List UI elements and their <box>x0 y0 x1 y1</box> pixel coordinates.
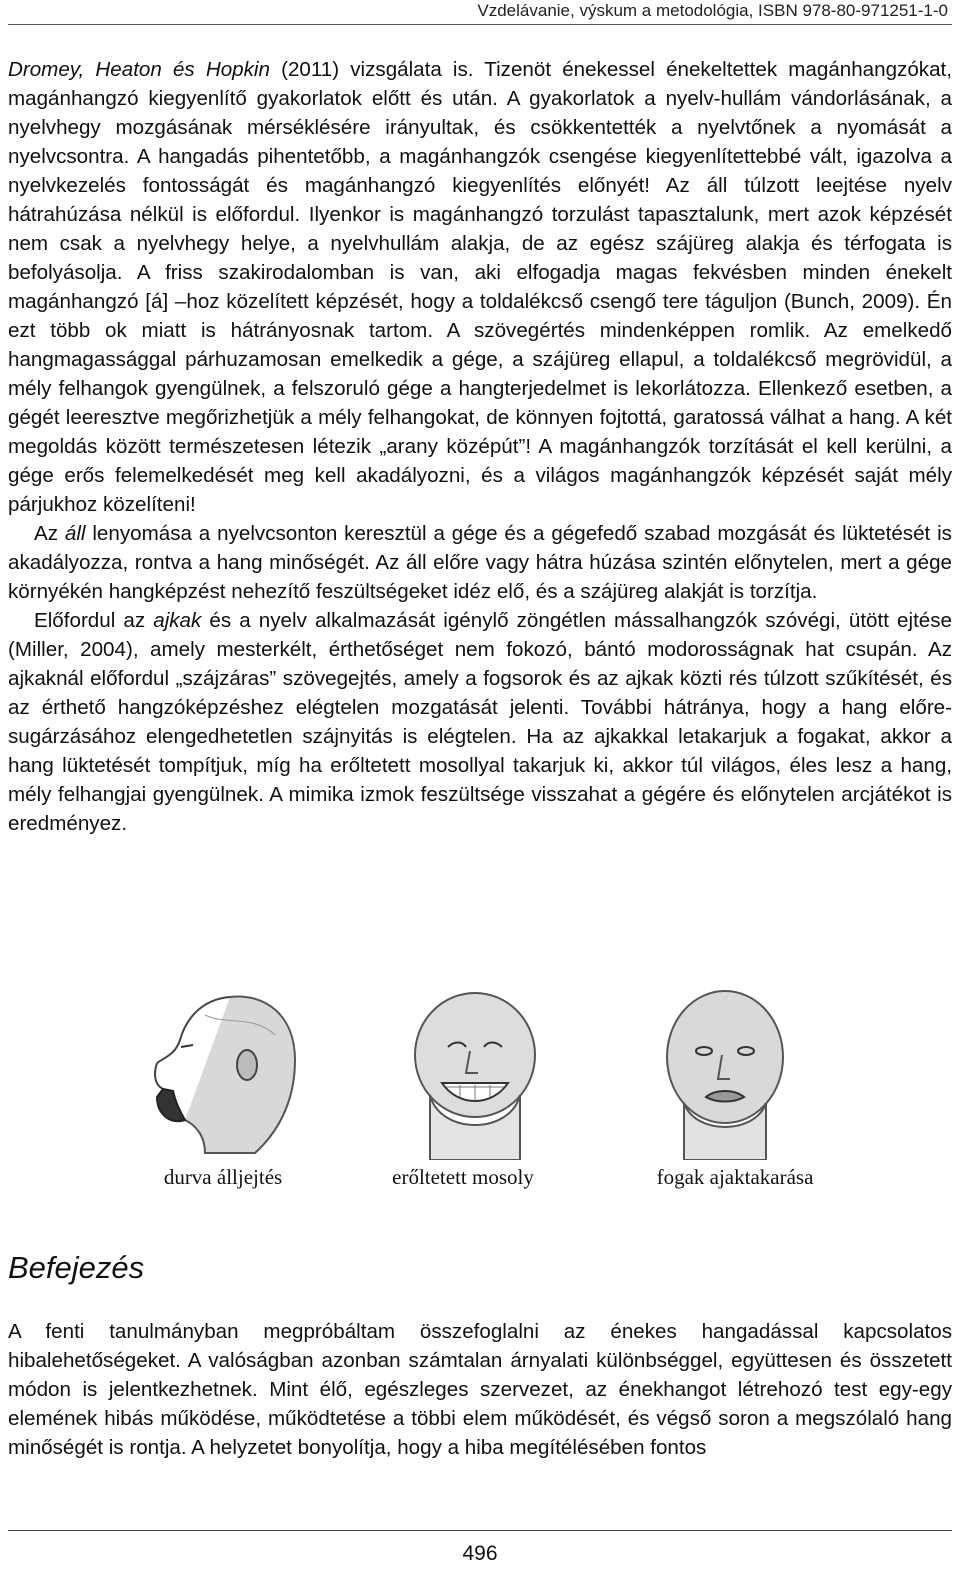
paragraph-3-lead: Előfordul az <box>34 609 154 632</box>
forced-smile-face-drawing <box>390 985 570 1160</box>
caption-3: fogak ajaktakarása <box>656 1165 814 1189</box>
running-header: Vzdelávanie, výskum a metodológia, ISBN 978-80-971251-1-0 <box>477 1 948 20</box>
caption-1: durva álljejtés <box>163 1165 283 1189</box>
lips-covering-teeth-face-drawing <box>640 985 820 1160</box>
paragraph-3-text: és a nyelv alkalmazását igénylő zöngétlen mássalhangzók szóvégi, ütött ejtése (Miller, 2004), amely mesterkélt, érthetőséget nem fokozó, bántó modorosságnak hat csupán. Az ajkaknál előfordul „szájzáras” szövegejtés, amely a fogsorok és az ajkak közti rés túlzott szűkítését, és az érthető hangzóképzéshez elégtelen mozgatását jelenti. További hátránya, hogy a hang előre-sugárzásához elengedhetetlen szájnyitás is elégtelen. Ha az ajkakkal letakarjuk a fogakat, akkor a hang lüktetését tompítjuk, míg ha erőltetett mosollyal takarjuk ki, akkor túl világos, éles lesz a hang, mély felhangjai gyengülnek. A mimika izmok feszültsége visszahat a gégére és előnytelen arcjátékot is eredményez. <box>8 609 952 835</box>
section-title: Befejezés <box>8 1250 145 1285</box>
paragraph-3-emphasis: ajkak <box>153 609 202 632</box>
yawning-profile-face-drawing <box>135 985 315 1160</box>
cited-authors: Dromey, Heaton és Hopkin <box>8 58 270 81</box>
paragraph-1 <box>8 55 952 519</box>
paragraph-2-lead: Az <box>34 522 65 545</box>
paragraph-1-text: (2011) vizsgálata is. Tizenöt énekessel énekeltettek magánhangzókat, magánhangzó kiegyenlítő gyakorlatok előtt és után. A gyakorlatok a nyelv-hullám vándorlásának, a nyelvhegy mozgásának mérséklésére irányultak, és csökkentették a nyelvtőnek a nyomását a nyelvcsontra. A hangadás pihentetőbb, a magánhangzók csengése kiegyenlítettebbé vált, igazolva a nyelvkezelés fontosságát és magánhangzó kiegyenlítés előnyét! Az áll túlzott leejtése nyelv hátrahúzása nélkül is előfordul. Ilyenkor is magánhangzó torzulást tapasztalunk, mert azok képzését nem csak a nyelvhegy helye, a nyelvhullám alakja, de az egész szájüreg alakja és térfogata is befolyásolja. A friss szakirodalomban is van, aki elfogadja magas fekvésben minden énekelt magánhangzó [á] –hoz közelített képzését, hogy a toldalékcső csengő tere táguljon (Bunch, 2009). Én ezt több ok miatt is hátrányosnak tartom. A szövegértés mindenképpen romlik. Az emelkedő hangmagassággal párhuzamosan emelkedik a gége, a szájüreg ellapul, a toldalékcső megrövidül, a mély felhangok gyengülnek, a felszoruló gége a hangterjedelmet is lekorlátozza. Ellenkező esetben, a gégét leeresztve megőrizhetjük a mély felhangokat, de könnyen fojtottá, garatossá válhat a hang. A két megoldás között természetesen létezik „arany középút”! A magánhangzók torzítását el kell kerülni, a gége erős felemelkedését meg kell akadályozni, és a világos magánhangzók képzését saját mély párjukhoz közelíteni! <box>8 58 952 516</box>
paragraph-3 <box>8 606 952 838</box>
illustration-row <box>135 985 835 1195</box>
paragraph-2-text: lenyomása a nyelvcsonton keresztül a gége és a gégefedő szabad mozgását és lüktetését is akadályozza, rontva a hang minőségét. Az áll előre vagy hátra húzása szintén előnytelen, mert a gége környékén hangképzést nehezítő feszültségeket idéz elő, és a szájüreg alakját is torzítja. <box>8 522 952 603</box>
header-divider <box>8 24 952 25</box>
paragraph-2-emphasis: áll <box>64 522 86 545</box>
article-body <box>8 55 952 838</box>
conclusion-paragraph: A fenti tanulmányban megpróbáltam összefoglalni az énekes hangadással kapcsolatos hibalehetőségeket. A valóságban azonban számtalan árnyalati különbséggel, együttesen és összetett módon is jelentkezhetnek. Mint élő, egészleges szervezet, az énekhangot létrehozó test egy-egy elemének hibás működése, működtetése a többi elem működését, és végső soron a megszólaló hang minőségét is rontja. A helyzetet bonyolítja, hogy a hiba megítélésében fontos <box>8 1320 952 1459</box>
footer-divider <box>8 1530 952 1531</box>
page-number: 496 <box>462 1542 498 1565</box>
paragraph-2 <box>8 519 952 606</box>
caption-2: erőltetett mosoly <box>392 1165 534 1189</box>
